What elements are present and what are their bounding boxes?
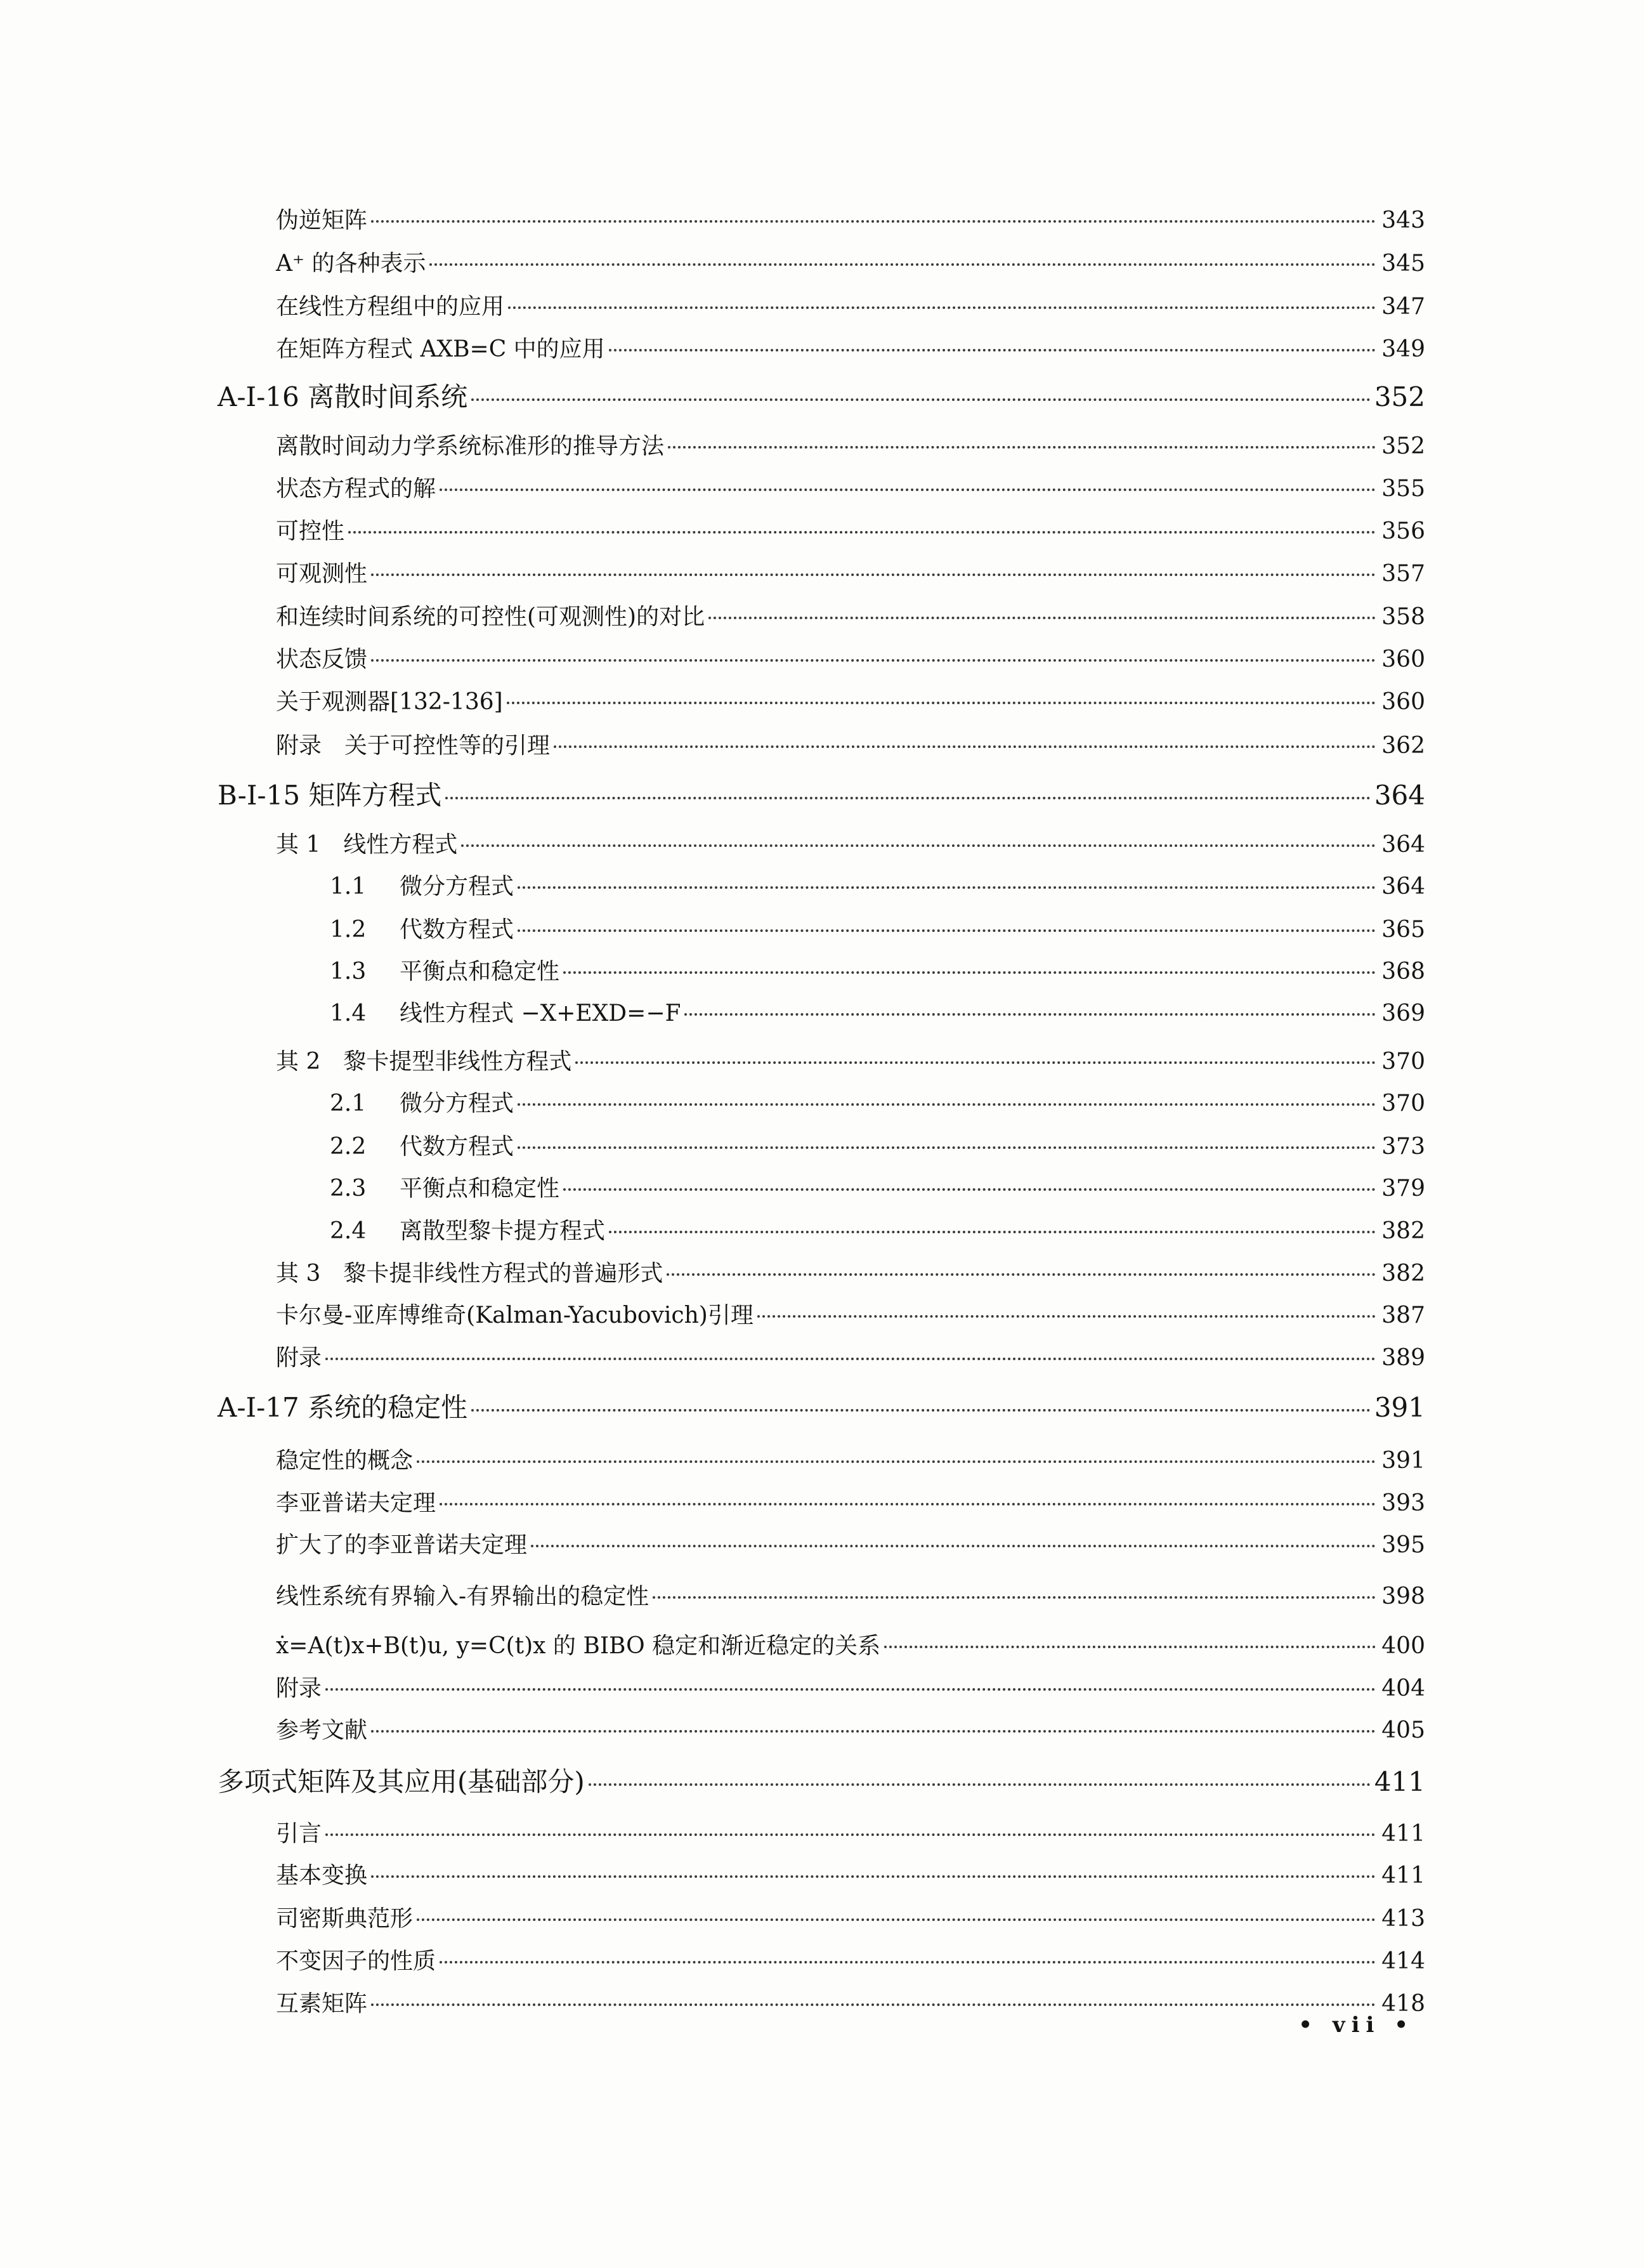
toc-page-number: 393 bbox=[1381, 1490, 1425, 1516]
toc-subsection bbox=[330, 953, 1425, 991]
dot-leader bbox=[531, 1545, 1376, 1547]
toc-entry-title: 可观测性 bbox=[276, 561, 368, 587]
page-number: • vii • bbox=[1298, 2012, 1414, 2038]
toc-page-number: 387 bbox=[1381, 1302, 1425, 1328]
toc-subsection bbox=[330, 868, 1425, 906]
toc-page-number: 382 bbox=[1381, 1261, 1425, 1287]
toc-entry-number: 1.4 bbox=[330, 1000, 367, 1026]
toc-chapter bbox=[218, 378, 1425, 416]
toc-entry-number: 2.1 bbox=[330, 1091, 367, 1117]
toc-page-number: 389 bbox=[1381, 1345, 1425, 1371]
toc-page-number: 411 bbox=[1381, 1821, 1425, 1847]
toc-entry-number: 2.4 bbox=[330, 1218, 367, 1244]
toc-entry-number: 1.1 bbox=[330, 874, 367, 900]
toc-entry-title: B-I-15 矩阵方程式 bbox=[218, 780, 442, 811]
toc-page-number: 404 bbox=[1381, 1675, 1425, 1701]
toc-section bbox=[276, 1526, 1425, 1564]
toc-entry-title: 基本变换 bbox=[276, 1863, 368, 1889]
toc-page-number: 418 bbox=[1381, 1991, 1425, 2017]
dot-leader bbox=[518, 1146, 1376, 1149]
toc-entry-number: 1.3 bbox=[330, 959, 367, 985]
toc-entry-title: 其 1 线性方程式 bbox=[276, 832, 458, 858]
dot-leader bbox=[508, 306, 1376, 309]
toc-page-number: 345 bbox=[1381, 251, 1425, 277]
dot-leader bbox=[348, 531, 1376, 534]
dot-leader bbox=[371, 659, 1376, 662]
dot-leader bbox=[371, 2003, 1376, 2006]
toc-entry-title: 在矩阵方程式 AXB=C 中的应用 bbox=[276, 336, 605, 362]
toc-page-number: 343 bbox=[1381, 207, 1425, 233]
toc-entry-title: 其 2 黎卡提型非线性方程式 bbox=[276, 1049, 572, 1075]
toc-entry-title: 司密斯典范形 bbox=[276, 1906, 414, 1932]
dot-leader bbox=[884, 1646, 1376, 1648]
toc-entry-title: 状态反馈 bbox=[276, 646, 368, 672]
toc-entry-title: 引言 bbox=[276, 1821, 322, 1847]
dot-leader bbox=[471, 1409, 1371, 1412]
toc-page-number: 360 bbox=[1381, 689, 1425, 715]
toc-section bbox=[276, 1297, 1425, 1335]
dot-leader bbox=[325, 1833, 1376, 1836]
dot-leader bbox=[518, 1103, 1376, 1106]
toc-page-number: 400 bbox=[1381, 1633, 1425, 1659]
toc-page-number: 352 bbox=[1381, 433, 1425, 459]
toc-section bbox=[276, 1670, 1425, 1708]
toc-entry-text: 微分方程式 bbox=[400, 874, 514, 900]
toc-page-number: 364 bbox=[1381, 832, 1425, 858]
toc-section bbox=[276, 513, 1425, 551]
dot-leader bbox=[445, 797, 1370, 799]
toc-section bbox=[276, 1712, 1425, 1750]
toc-entry-title: 互素矩阵 bbox=[276, 1991, 368, 2017]
toc-section bbox=[276, 470, 1425, 508]
toc-page-number: 369 bbox=[1381, 1000, 1425, 1026]
dot-leader bbox=[609, 1231, 1376, 1233]
toc-subsection bbox=[330, 1085, 1425, 1123]
toc-entry-number: 1.2 bbox=[330, 917, 367, 943]
toc-entry-title: 多项式矩阵及其应用(基础部分) bbox=[218, 1766, 585, 1797]
toc-section bbox=[276, 826, 1425, 864]
toc-entry-number: 2.2 bbox=[330, 1134, 367, 1160]
toc-subsection bbox=[330, 911, 1425, 949]
dot-leader bbox=[417, 1918, 1376, 1921]
dot-leader bbox=[684, 1013, 1376, 1016]
toc-section bbox=[276, 1442, 1425, 1480]
dot-leader bbox=[668, 446, 1376, 449]
toc-section bbox=[276, 555, 1425, 593]
toc-entry-title: 附录 bbox=[276, 1345, 322, 1371]
toc-entry-title: 稳定性的概念 bbox=[276, 1448, 414, 1474]
toc-section bbox=[276, 598, 1425, 636]
toc-chapter bbox=[218, 777, 1425, 815]
toc-page-number: 352 bbox=[1374, 381, 1425, 412]
dot-leader bbox=[417, 1460, 1376, 1463]
toc-page-number: 379 bbox=[1381, 1176, 1425, 1202]
toc-chapter bbox=[218, 1389, 1425, 1427]
dot-leader bbox=[371, 574, 1376, 576]
toc-entry-number: 2.3 bbox=[330, 1176, 367, 1202]
toc-entry-text: 线性方程式 −X+EXD=−F bbox=[400, 1000, 681, 1026]
toc-section bbox=[276, 202, 1425, 240]
toc-entry-text: 代数方程式 bbox=[400, 1134, 514, 1160]
dot-leader bbox=[325, 1688, 1376, 1691]
dot-leader bbox=[667, 1273, 1376, 1276]
toc-page-number: 347 bbox=[1381, 294, 1425, 320]
toc-entry-title: 伪逆矩阵 bbox=[276, 207, 368, 233]
toc-entry-title bbox=[330, 868, 514, 906]
dot-leader bbox=[518, 929, 1376, 932]
toc-subsection bbox=[330, 1170, 1425, 1208]
toc-section bbox=[276, 1627, 1425, 1665]
dot-leader bbox=[440, 488, 1376, 491]
toc-entry-title: 可控性 bbox=[276, 518, 345, 544]
toc-page-number: 398 bbox=[1381, 1583, 1425, 1609]
toc-entry-title: 和连续时间系统的可控性(可观测性)的对比 bbox=[276, 604, 705, 630]
toc-entry-title: 扩大了的李亚普诺夫定理 bbox=[276, 1532, 528, 1558]
toc-page-number: 364 bbox=[1374, 780, 1425, 811]
toc-entry-title: A-I-17 系统的稳定性 bbox=[218, 1392, 468, 1423]
toc-section bbox=[276, 1578, 1425, 1616]
toc-page-number: 356 bbox=[1381, 518, 1425, 544]
toc-subsection bbox=[330, 1128, 1425, 1166]
toc-page-number: 370 bbox=[1381, 1091, 1425, 1117]
toc-page-number: 362 bbox=[1381, 733, 1425, 759]
toc-entry-text: 平衡点和稳定性 bbox=[400, 1176, 560, 1202]
toc-entry-title: A-I-16 离散时间系统 bbox=[218, 381, 468, 412]
toc-page-number: 349 bbox=[1381, 336, 1425, 362]
dot-leader bbox=[653, 1596, 1376, 1599]
toc-section bbox=[276, 428, 1425, 466]
toc-page-number: 413 bbox=[1381, 1906, 1425, 1932]
toc-page-number: 357 bbox=[1381, 561, 1425, 587]
toc-section bbox=[276, 1255, 1425, 1293]
toc-entry-title: 参考文献 bbox=[276, 1717, 368, 1743]
toc-page-number: 391 bbox=[1374, 1392, 1425, 1423]
toc-entry-title: 其 3 黎卡提非线性方程式的普遍形式 bbox=[276, 1261, 663, 1287]
toc-entry-title: ẋ=A(t)x+B(t)u, y=C(t)x 的 BIBO 稳定和渐近稳定的关系 bbox=[276, 1633, 881, 1659]
dot-leader bbox=[554, 745, 1376, 748]
dot-leader bbox=[563, 1188, 1376, 1191]
toc-section bbox=[276, 1943, 1425, 1981]
toc-section bbox=[276, 1857, 1425, 1895]
dot-leader bbox=[518, 886, 1376, 889]
toc-page-number: 355 bbox=[1381, 476, 1425, 502]
dot-leader bbox=[371, 1875, 1376, 1878]
dot-leader bbox=[589, 1783, 1371, 1786]
toc-section bbox=[276, 245, 1425, 283]
toc-chapter bbox=[218, 1763, 1425, 1801]
dot-leader bbox=[757, 1315, 1376, 1318]
toc-entry-title bbox=[330, 911, 514, 949]
dot-leader bbox=[575, 1061, 1376, 1064]
toc-section bbox=[276, 641, 1425, 679]
toc-page-number: 414 bbox=[1381, 1948, 1425, 1974]
toc-page-number: 360 bbox=[1381, 646, 1425, 672]
toc-entry-title: 附录 bbox=[276, 1675, 322, 1701]
toc-entry-title: 不变因子的性质 bbox=[276, 1948, 436, 1974]
toc-entry-title: 附录 关于可控性等的引理 bbox=[276, 733, 551, 759]
toc-page-number: 365 bbox=[1381, 917, 1425, 943]
toc-section bbox=[276, 1900, 1425, 1938]
toc-page-number: 373 bbox=[1381, 1134, 1425, 1160]
toc-entry-title bbox=[330, 1170, 559, 1208]
toc-section bbox=[276, 1339, 1425, 1377]
toc-entry-title: 状态方程式的解 bbox=[276, 476, 436, 502]
toc-entry-text: 平衡点和稳定性 bbox=[400, 959, 560, 985]
dot-leader bbox=[371, 220, 1376, 223]
dot-leader bbox=[325, 1358, 1376, 1360]
toc-entry-title: 李亚普诺夫定理 bbox=[276, 1490, 436, 1516]
toc-entry-title bbox=[330, 1212, 605, 1250]
toc-entry-title: 关于观测器[132-136] bbox=[276, 689, 503, 715]
dot-leader bbox=[507, 702, 1376, 704]
dot-leader bbox=[708, 617, 1376, 619]
toc-page-number: 370 bbox=[1381, 1049, 1425, 1075]
dot-leader bbox=[440, 1503, 1376, 1505]
toc-entry-text: 代数方程式 bbox=[400, 917, 514, 943]
toc-page-number: 364 bbox=[1381, 874, 1425, 900]
toc-page-number: 382 bbox=[1381, 1218, 1425, 1244]
toc-section bbox=[276, 1815, 1425, 1853]
toc-section bbox=[276, 288, 1425, 326]
toc-entry-title: 线性系统有界输入-有界输出的稳定性 bbox=[276, 1583, 649, 1609]
toc-page-number: 411 bbox=[1381, 1863, 1425, 1889]
toc-entry-title: A⁺ 的各种表示 bbox=[276, 251, 426, 277]
toc-page-number: 395 bbox=[1381, 1532, 1425, 1558]
toc-subsection bbox=[330, 995, 1425, 1033]
toc-entry-title: 离散时间动力学系统标准形的推导方法 bbox=[276, 433, 665, 459]
toc-section bbox=[276, 1985, 1425, 2023]
toc-page-number: 358 bbox=[1381, 604, 1425, 630]
dot-leader bbox=[609, 349, 1376, 351]
dot-leader bbox=[440, 1961, 1376, 1963]
dot-leader bbox=[471, 398, 1371, 401]
toc-entry-title bbox=[330, 995, 681, 1033]
toc-subsection bbox=[330, 1212, 1425, 1250]
toc-page-number: 411 bbox=[1374, 1766, 1425, 1797]
toc-entry-title bbox=[330, 1085, 514, 1123]
toc-page-number: 368 bbox=[1381, 959, 1425, 985]
toc-entry-text: 离散型黎卡提方程式 bbox=[400, 1218, 606, 1244]
toc-section bbox=[276, 1043, 1425, 1081]
toc-entry-title bbox=[330, 1128, 514, 1166]
toc-section bbox=[276, 1485, 1425, 1523]
dot-leader bbox=[371, 1730, 1376, 1733]
toc-entry-title: 卡尔曼-亚库博维奇(Kalman-Yacubovich)引理 bbox=[276, 1302, 754, 1328]
dot-leader bbox=[563, 971, 1376, 974]
toc-page-number: 405 bbox=[1381, 1717, 1425, 1743]
toc-section bbox=[276, 727, 1425, 765]
toc-entry-text: 微分方程式 bbox=[400, 1091, 514, 1117]
dot-leader bbox=[429, 263, 1376, 266]
toc-section bbox=[276, 683, 1425, 721]
toc-page-number: 391 bbox=[1381, 1448, 1425, 1474]
dot-leader bbox=[461, 844, 1376, 847]
toc-entry-title bbox=[330, 953, 559, 991]
toc-section bbox=[276, 331, 1425, 369]
toc-entry-title: 在线性方程组中的应用 bbox=[276, 294, 505, 320]
